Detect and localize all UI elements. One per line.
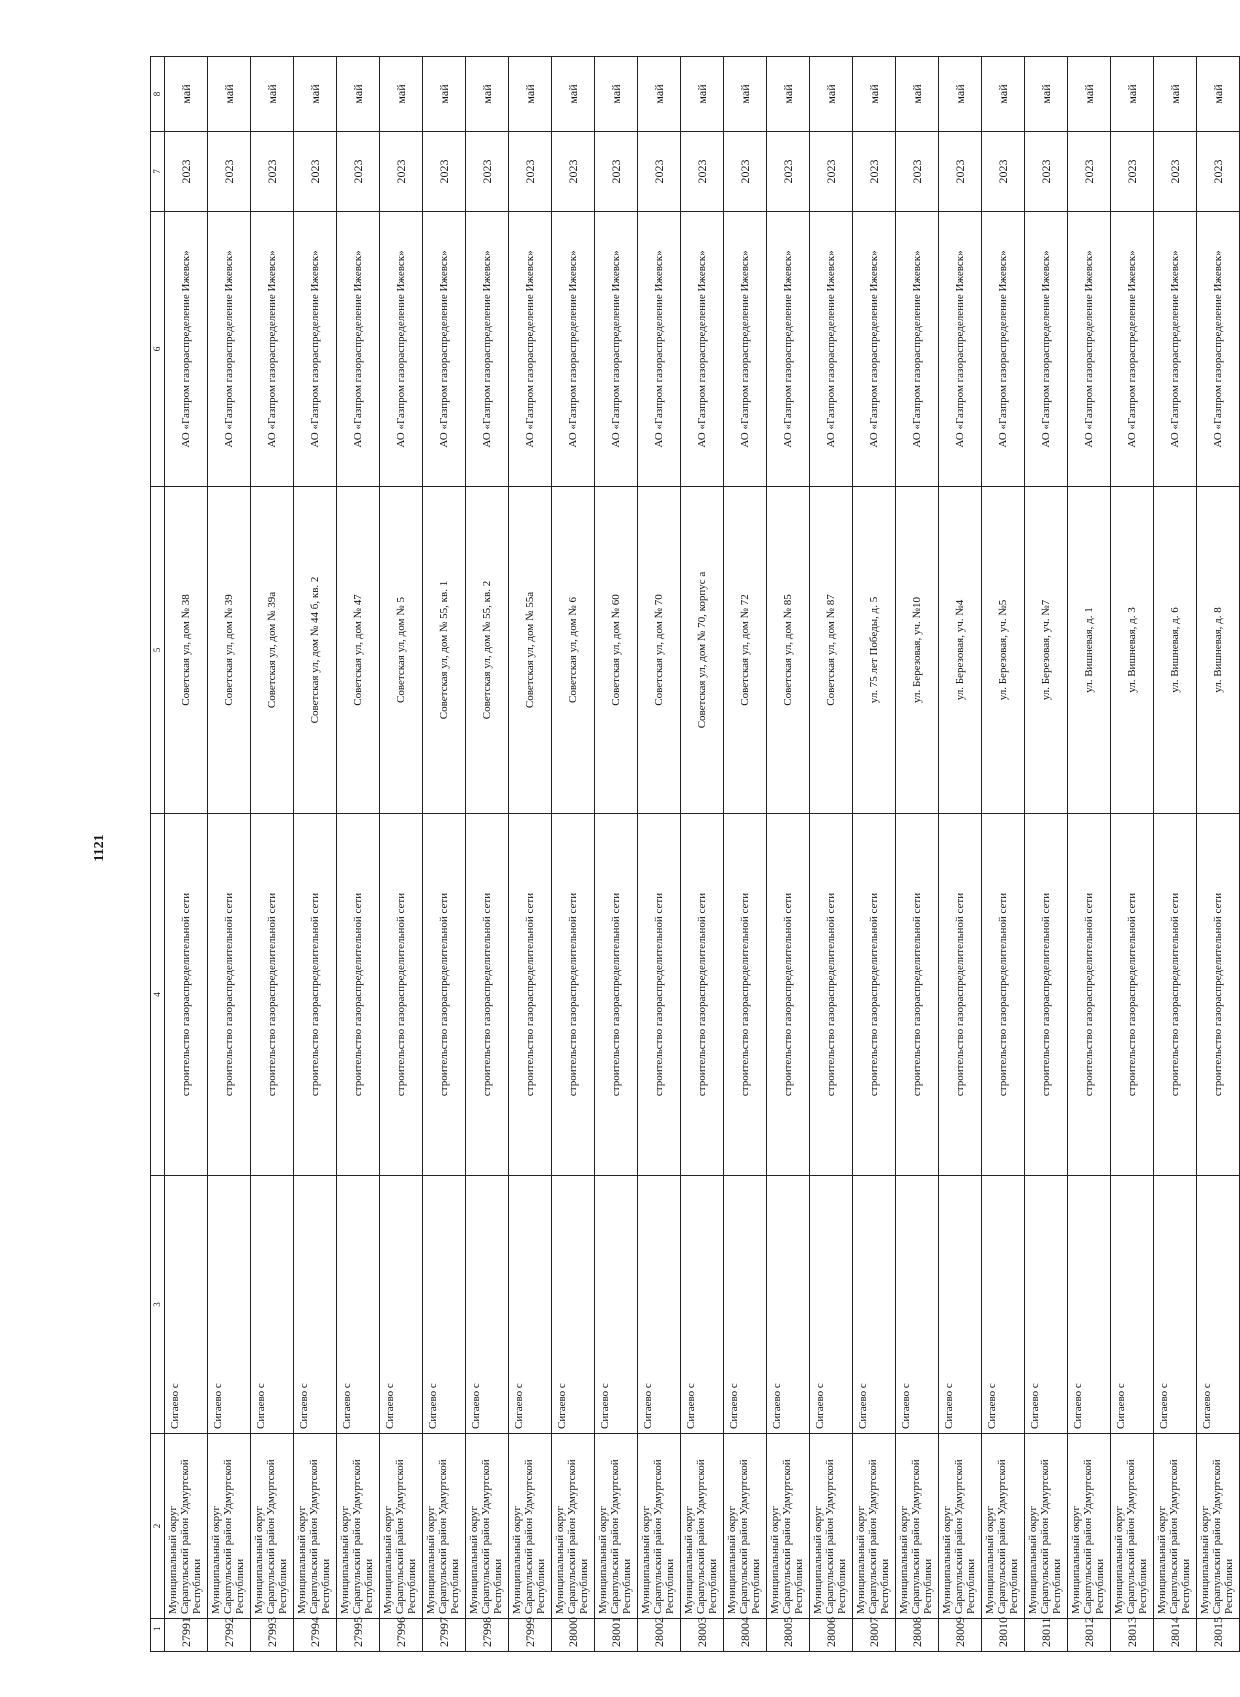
row-id: 28000 xyxy=(552,1619,595,1652)
work-type-cell: строительство газораспределительной сети xyxy=(1025,814,1068,1176)
settlement-cell: Сигаево с xyxy=(853,1176,896,1434)
month-cell: май xyxy=(251,57,294,132)
row-id: 28011 xyxy=(1025,1619,1068,1652)
row-id: 28001 xyxy=(595,1619,638,1652)
operator-cell: АО «Газпром газораспределение Ижевск» xyxy=(337,212,380,487)
table-row xyxy=(1197,57,1240,1652)
year-cell: 2023 xyxy=(638,132,681,212)
page-number: 1121 xyxy=(92,834,107,862)
settlement-cell: Сигаево с xyxy=(724,1176,767,1434)
year-cell: 2023 xyxy=(466,132,509,212)
address-cell: Советская ул, дом № 72 xyxy=(724,487,767,814)
month-cell: май xyxy=(939,57,982,132)
settlement-cell: Сигаево с xyxy=(251,1176,294,1434)
district-cell: Муниципальный округ Сарапульский район Удмуртской Республики xyxy=(939,1434,982,1619)
table-row xyxy=(1025,57,1068,1652)
row-id: 27998 xyxy=(466,1619,509,1652)
district-cell: Муниципальный округ Сарапульский район Удмуртской Республики xyxy=(681,1434,724,1619)
table-row xyxy=(767,57,810,1652)
settlement-cell: Сигаево с xyxy=(337,1176,380,1434)
address-cell: Советская ул, дом № 47 xyxy=(337,487,380,814)
district-cell: Муниципальный округ Сарапульский район Удмуртской Республики xyxy=(1154,1434,1197,1619)
work-type-cell: строительство газораспределительной сети xyxy=(853,814,896,1176)
year-cell: 2023 xyxy=(380,132,423,212)
table-row xyxy=(380,57,423,1652)
district-cell: Муниципальный округ Сарапульский район Удмуртской Республики xyxy=(423,1434,466,1619)
operator-cell: АО «Газпром газораспределение Ижевск» xyxy=(165,212,208,487)
district-cell: Муниципальный округ Сарапульский район Удмуртской Республики xyxy=(1111,1434,1154,1619)
month-cell: май xyxy=(337,57,380,132)
address-cell: Советская ул, дом № 39а xyxy=(251,487,294,814)
header-cell: 2 xyxy=(151,1434,165,1619)
district-cell: Муниципальный округ Сарапульский район Удмуртской Республики xyxy=(251,1434,294,1619)
month-cell: май xyxy=(380,57,423,132)
settlement-cell: Сигаево с xyxy=(595,1176,638,1434)
row-id: 28010 xyxy=(982,1619,1025,1652)
address-cell: ул. Вишневая, д. 1 xyxy=(1068,487,1111,814)
work-type-cell: строительство газораспределительной сети xyxy=(208,814,251,1176)
operator-cell: АО «Газпром газораспределение Ижевск» xyxy=(1111,212,1154,487)
settlement-cell: Сигаево с xyxy=(294,1176,337,1434)
settlement-cell: Сигаево с xyxy=(939,1176,982,1434)
month-cell: май xyxy=(1154,57,1197,132)
district-cell: Муниципальный округ Сарапульский район Удмуртской Республики xyxy=(337,1434,380,1619)
year-cell: 2023 xyxy=(1068,132,1111,212)
settlement-cell: Сигаево с xyxy=(466,1176,509,1434)
work-type-cell: строительство газораспределительной сети xyxy=(380,814,423,1176)
operator-cell: АО «Газпром газораспределение Ижевск» xyxy=(294,212,337,487)
year-cell: 2023 xyxy=(896,132,939,212)
year-cell: 2023 xyxy=(681,132,724,212)
settlement-cell: Сигаево с xyxy=(423,1176,466,1434)
district-cell: Муниципальный округ Сарапульский район Удмуртской Республики xyxy=(552,1434,595,1619)
header-cell: 4 xyxy=(151,814,165,1176)
work-type-cell: строительство газораспределительной сети xyxy=(1197,814,1240,1176)
address-cell: ул. Березовая, уч. №4 xyxy=(939,487,982,814)
month-cell: май xyxy=(810,57,853,132)
work-type-cell: строительство газораспределительной сети xyxy=(466,814,509,1176)
year-cell: 2023 xyxy=(552,132,595,212)
table-row xyxy=(896,57,939,1652)
month-cell: май xyxy=(982,57,1025,132)
month-cell: май xyxy=(294,57,337,132)
settlement-cell: Сигаево с xyxy=(380,1176,423,1434)
year-cell: 2023 xyxy=(1025,132,1068,212)
month-cell: май xyxy=(552,57,595,132)
operator-cell: АО «Газпром газораспределение Ижевск» xyxy=(1025,212,1068,487)
work-type-cell: строительство газораспределительной сети xyxy=(1068,814,1111,1176)
address-cell: Советская ул, дом № 5 xyxy=(380,487,423,814)
year-cell: 2023 xyxy=(423,132,466,212)
settlement-cell: Сигаево с xyxy=(1154,1176,1197,1434)
year-cell: 2023 xyxy=(337,132,380,212)
address-cell: Советская ул, дом № 55, кв. 2 xyxy=(466,487,509,814)
address-cell: Советская ул, дом № 44 б, кв. 2 xyxy=(294,487,337,814)
work-type-cell: строительство газораспределительной сети xyxy=(767,814,810,1176)
work-type-cell: строительство газораспределительной сети xyxy=(294,814,337,1176)
district-cell: Муниципальный округ Сарапульский район Удмуртской Республики xyxy=(982,1434,1025,1619)
operator-cell: АО «Газпром газораспределение Ижевск» xyxy=(638,212,681,487)
operator-cell: АО «Газпром газораспределение Ижевск» xyxy=(552,212,595,487)
table-row xyxy=(1111,57,1154,1652)
year-cell: 2023 xyxy=(208,132,251,212)
table-row xyxy=(853,57,896,1652)
operator-cell: АО «Газпром газораспределение Ижевск» xyxy=(1197,212,1240,487)
month-cell: май xyxy=(681,57,724,132)
work-type-cell: строительство газораспределительной сети xyxy=(337,814,380,1176)
row-id: 27995 xyxy=(337,1619,380,1652)
operator-cell: АО «Газпром газораспределение Ижевск» xyxy=(810,212,853,487)
district-cell: Муниципальный округ Сарапульский район Удмуртской Республики xyxy=(380,1434,423,1619)
work-type-cell: строительство газораспределительной сети xyxy=(509,814,552,1176)
address-cell: ул. Березовая, уч. №5 xyxy=(982,487,1025,814)
header-cell: 1 xyxy=(151,1619,165,1652)
year-cell: 2023 xyxy=(509,132,552,212)
operator-cell: АО «Газпром газораспределение Ижевск» xyxy=(251,212,294,487)
work-type-cell: строительство газораспределительной сети xyxy=(939,814,982,1176)
operator-cell: АО «Газпром газораспределение Ижевск» xyxy=(853,212,896,487)
month-cell: май xyxy=(1025,57,1068,132)
district-cell: Муниципальный округ Сарапульский район Удмуртской Республики xyxy=(767,1434,810,1619)
row-id: 28002 xyxy=(638,1619,681,1652)
year-cell: 2023 xyxy=(294,132,337,212)
work-type-cell: строительство газораспределительной сети xyxy=(1111,814,1154,1176)
address-cell: ул. Березовая, уч. №10 xyxy=(896,487,939,814)
district-cell: Муниципальный округ Сарапульский район Удмуртской Республики xyxy=(466,1434,509,1619)
district-cell: Муниципальный округ Сарапульский район Удмуртской Республики xyxy=(1197,1434,1240,1619)
address-cell: Советская ул, дом № 85 xyxy=(767,487,810,814)
settlement-cell: Сигаево с xyxy=(1197,1176,1240,1434)
work-type-cell: строительство газораспределительной сети xyxy=(724,814,767,1176)
table-row xyxy=(1154,57,1197,1652)
address-cell: Советская ул, дом № 6 xyxy=(552,487,595,814)
year-cell: 2023 xyxy=(1111,132,1154,212)
settlement-cell: Сигаево с xyxy=(509,1176,552,1434)
address-cell: ул. Вишневая, д. 3 xyxy=(1111,487,1154,814)
header-row xyxy=(151,57,165,1652)
operator-cell: АО «Газпром газораспределение Ижевск» xyxy=(1154,212,1197,487)
year-cell: 2023 xyxy=(724,132,767,212)
row-id: 28009 xyxy=(939,1619,982,1652)
table-row xyxy=(423,57,466,1652)
district-cell: Муниципальный округ Сарапульский район Удмуртской Республики xyxy=(208,1434,251,1619)
month-cell: май xyxy=(853,57,896,132)
month-cell: май xyxy=(724,57,767,132)
settlement-cell: Сигаево с xyxy=(552,1176,595,1434)
table-row xyxy=(810,57,853,1652)
settlement-cell: Сигаево с xyxy=(681,1176,724,1434)
table-body xyxy=(165,57,1240,1652)
header-cell: 8 xyxy=(151,57,165,132)
table-row xyxy=(638,57,681,1652)
address-cell: ул. 75 лет Победы, д. 5 xyxy=(853,487,896,814)
operator-cell: АО «Газпром газораспределение Ижевск» xyxy=(423,212,466,487)
settlement-cell: Сигаево с xyxy=(896,1176,939,1434)
work-type-cell: строительство газораспределительной сети xyxy=(638,814,681,1176)
year-cell: 2023 xyxy=(939,132,982,212)
operator-cell: АО «Газпром газораспределение Ижевск» xyxy=(595,212,638,487)
district-cell: Муниципальный округ Сарапульский район Удмуртской Республики xyxy=(595,1434,638,1619)
work-type-cell: строительство газораспределительной сети xyxy=(1154,814,1197,1176)
work-type-cell: строительство газораспределительной сети xyxy=(423,814,466,1176)
operator-cell: АО «Газпром газораспределение Ижевск» xyxy=(509,212,552,487)
address-cell: ул. Вишневая, д. 6 xyxy=(1154,487,1197,814)
table-row xyxy=(1068,57,1111,1652)
table-row xyxy=(208,57,251,1652)
table-row xyxy=(552,57,595,1652)
row-id: 27993 xyxy=(251,1619,294,1652)
row-id: 28015 xyxy=(1197,1619,1240,1652)
settlement-cell: Сигаево с xyxy=(810,1176,853,1434)
row-id: 28006 xyxy=(810,1619,853,1652)
address-cell: Советская ул, дом № 39 xyxy=(208,487,251,814)
settlement-cell: Сигаево с xyxy=(1068,1176,1111,1434)
year-cell: 2023 xyxy=(810,132,853,212)
district-cell: Муниципальный округ Сарапульский район Удмуртской Республики xyxy=(724,1434,767,1619)
district-cell: Муниципальный округ Сарапульский район Удмуртской Республики xyxy=(810,1434,853,1619)
table-row xyxy=(294,57,337,1652)
district-cell: Муниципальный округ Сарапульский район Удмуртской Республики xyxy=(165,1434,208,1619)
year-cell: 2023 xyxy=(982,132,1025,212)
operator-cell: АО «Газпром газораспределение Ижевск» xyxy=(982,212,1025,487)
row-id: 28014 xyxy=(1154,1619,1197,1652)
operator-cell: АО «Газпром газораспределение Ижевск» xyxy=(767,212,810,487)
operator-cell: АО «Газпром газораспределение Ижевск» xyxy=(380,212,423,487)
month-cell: май xyxy=(896,57,939,132)
month-cell: май xyxy=(1197,57,1240,132)
table-row xyxy=(724,57,767,1652)
district-cell: Муниципальный округ Сарапульский район Удмуртской Республики xyxy=(1025,1434,1068,1619)
month-cell: май xyxy=(595,57,638,132)
work-type-cell: строительство газораспределительной сети xyxy=(595,814,638,1176)
rotated-table-container xyxy=(150,57,1235,1652)
row-id: 27996 xyxy=(380,1619,423,1652)
gas-network-table xyxy=(150,56,1240,1652)
row-id: 28003 xyxy=(681,1619,724,1652)
month-cell: май xyxy=(466,57,509,132)
header-cell: 3 xyxy=(151,1176,165,1434)
operator-cell: АО «Газпром газораспределение Ижевск» xyxy=(466,212,509,487)
table-row xyxy=(251,57,294,1652)
settlement-cell: Сигаево с xyxy=(638,1176,681,1434)
settlement-cell: Сигаево с xyxy=(1025,1176,1068,1434)
year-cell: 2023 xyxy=(165,132,208,212)
district-cell: Муниципальный округ Сарапульский район Удмуртской Республики xyxy=(638,1434,681,1619)
row-id: 28005 xyxy=(767,1619,810,1652)
row-id: 28007 xyxy=(853,1619,896,1652)
header-cell: 6 xyxy=(151,212,165,487)
address-cell: Советская ул, дом № 87 xyxy=(810,487,853,814)
district-cell: Муниципальный округ Сарапульский район Удмуртской Республики xyxy=(853,1434,896,1619)
row-id: 27999 xyxy=(509,1619,552,1652)
year-cell: 2023 xyxy=(1197,132,1240,212)
address-cell: Советская ул, дом № 60 xyxy=(595,487,638,814)
operator-cell: АО «Газпром газораспределение Ижевск» xyxy=(724,212,767,487)
year-cell: 2023 xyxy=(1154,132,1197,212)
settlement-cell: Сигаево с xyxy=(208,1176,251,1434)
month-cell: май xyxy=(509,57,552,132)
address-cell: Советская ул, дом № 55а xyxy=(509,487,552,814)
settlement-cell: Сигаево с xyxy=(1111,1176,1154,1434)
row-id: 27997 xyxy=(423,1619,466,1652)
table-row xyxy=(595,57,638,1652)
settlement-cell: Сигаево с xyxy=(767,1176,810,1434)
row-id: 27994 xyxy=(294,1619,337,1652)
row-id: 28013 xyxy=(1111,1619,1154,1652)
table-row xyxy=(466,57,509,1652)
work-type-cell: строительство газораспределительной сети xyxy=(165,814,208,1176)
year-cell: 2023 xyxy=(251,132,294,212)
address-cell: Советская ул, дом № 70 xyxy=(638,487,681,814)
district-cell: Муниципальный округ Сарапульский район Удмуртской Республики xyxy=(509,1434,552,1619)
row-id: 28008 xyxy=(896,1619,939,1652)
settlement-cell: Сигаево с xyxy=(982,1176,1025,1434)
row-id: 28004 xyxy=(724,1619,767,1652)
district-cell: Муниципальный округ Сарапульский район Удмуртской Республики xyxy=(1068,1434,1111,1619)
month-cell: май xyxy=(638,57,681,132)
header-cell: 5 xyxy=(151,487,165,814)
operator-cell: АО «Газпром газораспределение Ижевск» xyxy=(1068,212,1111,487)
operator-cell: АО «Газпром газораспределение Ижевск» xyxy=(939,212,982,487)
operator-cell: АО «Газпром газораспределение Ижевск» xyxy=(681,212,724,487)
row-id: 27991 xyxy=(165,1619,208,1652)
month-cell: май xyxy=(208,57,251,132)
table-row xyxy=(982,57,1025,1652)
table-row xyxy=(509,57,552,1652)
table-row xyxy=(939,57,982,1652)
work-type-cell: строительство газораспределительной сети xyxy=(251,814,294,1176)
month-cell: май xyxy=(1068,57,1111,132)
settlement-cell: Сигаево с xyxy=(165,1176,208,1434)
work-type-cell: строительство газораспределительной сети xyxy=(552,814,595,1176)
work-type-cell: строительство газораспределительной сети xyxy=(982,814,1025,1176)
work-type-cell: строительство газораспределительной сети xyxy=(896,814,939,1176)
operator-cell: АО «Газпром газораспределение Ижевск» xyxy=(208,212,251,487)
work-type-cell: строительство газораспределительной сети xyxy=(810,814,853,1176)
year-cell: 2023 xyxy=(767,132,810,212)
address-cell: ул. Березовая, уч. №7 xyxy=(1025,487,1068,814)
table-row xyxy=(681,57,724,1652)
month-cell: май xyxy=(165,57,208,132)
header-cell: 7 xyxy=(151,132,165,212)
address-cell: Советская ул, дом № 55, кв. 1 xyxy=(423,487,466,814)
address-cell: ул. Вишневая, д. 8 xyxy=(1197,487,1240,814)
district-cell: Муниципальный округ Сарапульский район Удмуртской Республики xyxy=(896,1434,939,1619)
month-cell: май xyxy=(767,57,810,132)
district-cell: Муниципальный округ Сарапульский район Удмуртской Республики xyxy=(294,1434,337,1619)
table-row xyxy=(165,57,208,1652)
row-id: 27992 xyxy=(208,1619,251,1652)
year-cell: 2023 xyxy=(595,132,638,212)
month-cell: май xyxy=(423,57,466,132)
address-cell: Советская ул, дом № 38 xyxy=(165,487,208,814)
year-cell: 2023 xyxy=(853,132,896,212)
month-cell: май xyxy=(1111,57,1154,132)
work-type-cell: строительство газораспределительной сети xyxy=(681,814,724,1176)
row-id: 28012 xyxy=(1068,1619,1111,1652)
table-row xyxy=(337,57,380,1652)
address-cell: Советская ул, дом № 70, корпус а xyxy=(681,487,724,814)
operator-cell: АО «Газпром газораспределение Ижевск» xyxy=(896,212,939,487)
